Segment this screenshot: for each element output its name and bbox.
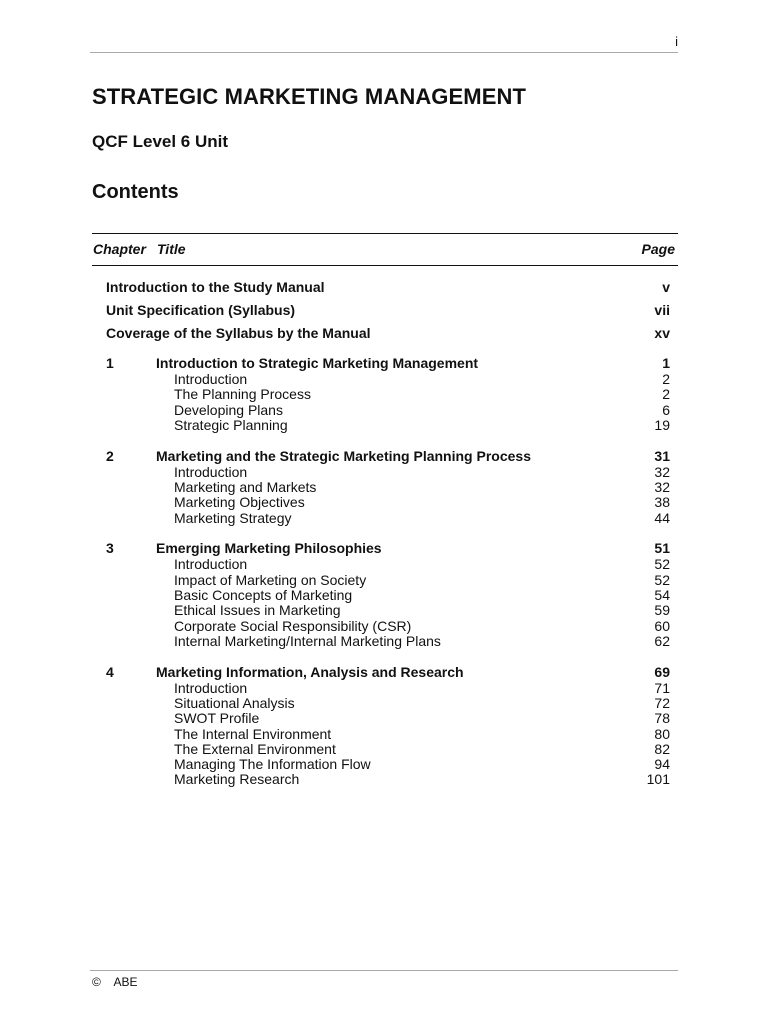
section-title: Basic Concepts of Marketing [174, 586, 353, 603]
toc-header-chapter: Chapter [93, 241, 146, 257]
section-title: Managing The Information Flow [174, 756, 371, 773]
front-matter-label: Coverage of the Syllabus by the Manual [106, 325, 371, 341]
section-entry[interactable] [106, 756, 670, 771]
chapter-3 [106, 540, 670, 648]
document-title: STRATEGIC MARKETING MANAGEMENT [92, 84, 527, 109]
section-page: 2 [662, 371, 670, 387]
section-title: Marketing Research [174, 771, 300, 788]
section-entry[interactable] [106, 680, 670, 695]
front-matter-label: Unit Specification (Syllabus) [106, 302, 296, 318]
section-entry[interactable] [106, 417, 670, 432]
section-title: Marketing Strategy [174, 509, 292, 526]
section-entry[interactable] [106, 464, 670, 479]
section-page: 78 [654, 710, 670, 727]
footer-rule [90, 970, 678, 971]
chapter-title: Introduction to Strategic Marketing Management [156, 355, 479, 371]
section-page: 2 [662, 386, 670, 403]
section-page: 80 [654, 725, 670, 742]
section-page: 59 [654, 602, 670, 619]
section-entry[interactable] [106, 695, 670, 710]
section-entry[interactable] [106, 602, 670, 617]
front-matter-entry[interactable] [106, 325, 670, 348]
chapter-page: 31 [654, 447, 670, 464]
section-title: Introduction [174, 679, 248, 696]
front-matter-list [106, 279, 670, 348]
contents-heading: Contents [92, 181, 179, 203]
front-matter-page: vii [654, 302, 670, 318]
chapter-list [106, 355, 670, 802]
section-entry[interactable] [106, 556, 670, 571]
section-entry[interactable] [106, 771, 670, 786]
section-title: Developing Plans [174, 401, 283, 418]
section-page: 38 [654, 494, 670, 511]
section-entry[interactable] [106, 741, 670, 756]
toc-header [92, 233, 678, 266]
publisher-name: ABE [113, 975, 138, 989]
section-entry[interactable] [106, 494, 670, 509]
section-page: 62 [654, 632, 670, 649]
section-title: The Internal Environment [174, 725, 332, 742]
front-matter-label: Introduction to the Study Manual [106, 279, 325, 295]
chapter-page: 69 [654, 663, 670, 680]
section-title: Introduction [174, 463, 248, 480]
section-page: 72 [654, 694, 670, 711]
section-page: 60 [654, 617, 670, 634]
section-entry[interactable] [106, 726, 670, 741]
chapter-entry[interactable] [106, 448, 670, 464]
section-title: Internal Marketing/Internal Marketing Plans [174, 632, 441, 649]
chapter-title: Marketing Information, Analysis and Research [156, 663, 464, 680]
section-page: 71 [654, 679, 670, 696]
section-entry[interactable] [106, 633, 670, 648]
section-title: Marketing Objectives [174, 494, 305, 511]
section-entry[interactable] [106, 479, 670, 494]
chapter-1 [106, 355, 670, 432]
section-page: 6 [662, 401, 670, 418]
section-page: 19 [654, 416, 670, 433]
section-entry[interactable] [106, 710, 670, 725]
chapter-number: 4 [106, 663, 114, 680]
footer [92, 975, 138, 989]
section-page: 52 [654, 571, 670, 588]
section-page: 32 [654, 478, 670, 495]
section-title: Impact of Marketing on Society [174, 571, 367, 588]
section-title: SWOT Profile [174, 710, 260, 727]
chapter-2 [106, 448, 670, 525]
chapter-page: 51 [654, 540, 670, 557]
section-entry[interactable] [106, 587, 670, 602]
chapter-title: Marketing and the Strategic Marketing Planning Process [156, 447, 531, 464]
section-page: 32 [654, 463, 670, 480]
chapter-title: Emerging Marketing Philosophies [156, 540, 382, 557]
section-entry[interactable] [106, 402, 670, 417]
document-subtitle: QCF Level 6 Unit [92, 132, 229, 151]
section-entry[interactable] [106, 572, 670, 587]
section-page: 94 [654, 756, 670, 773]
section-title: Strategic Planning [174, 416, 288, 433]
front-matter-page: v [662, 279, 670, 295]
section-page: 101 [646, 771, 670, 788]
section-page: 44 [654, 509, 670, 526]
chapter-number: 3 [106, 540, 114, 557]
header-rule [90, 52, 678, 53]
section-title: The External Environment [174, 740, 336, 757]
front-matter-entry[interactable] [106, 302, 670, 325]
section-page: 54 [654, 586, 670, 603]
section-entry[interactable] [106, 510, 670, 525]
section-title: Corporate Social Responsibility (CSR) [174, 617, 412, 634]
section-title: The Planning Process [174, 386, 311, 403]
chapter-number: 2 [106, 447, 114, 464]
toc-header-title: Title [157, 241, 186, 257]
section-title: Introduction [174, 556, 248, 573]
copyright-symbol: © [92, 975, 101, 989]
chapter-4 [106, 664, 670, 787]
section-page: 82 [654, 740, 670, 757]
section-title: Introduction [174, 371, 248, 387]
front-matter-page: xv [654, 325, 670, 341]
chapter-entry[interactable] [106, 355, 670, 371]
page-number: i [675, 34, 678, 49]
chapter-number: 1 [106, 355, 114, 371]
toc-header-page: Page [641, 241, 675, 257]
section-title: Ethical Issues in Marketing [174, 602, 341, 619]
chapter-entry[interactable] [106, 664, 670, 680]
section-page: 52 [654, 556, 670, 573]
section-title: Situational Analysis [174, 694, 295, 711]
front-matter-entry[interactable] [106, 279, 670, 302]
section-entry[interactable] [106, 386, 670, 401]
chapter-entry[interactable] [106, 540, 670, 556]
chapter-page: 1 [662, 355, 670, 371]
section-title: Marketing and Markets [174, 478, 317, 495]
section-entry[interactable] [106, 618, 670, 633]
section-entry[interactable] [106, 371, 670, 386]
